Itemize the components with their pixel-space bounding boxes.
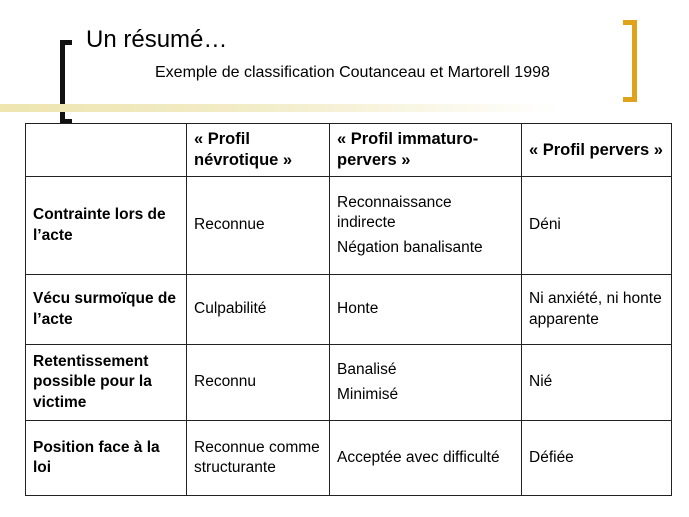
cell-line: Négation banalisante: [337, 238, 483, 256]
column-header: « Profil pervers »: [522, 124, 672, 177]
cell-line: Reconnue: [194, 216, 265, 234]
cell-line: Minimisé: [337, 385, 399, 403]
row-header: Contrainte lors de l’acte: [26, 177, 187, 275]
cell-line: Honte: [337, 300, 379, 318]
row-header: Vécu surmoïque de l’acte: [26, 275, 187, 345]
cell-line: Banalisé: [337, 361, 397, 379]
cell-line: Ni anxiété, ni honte apparente: [529, 290, 662, 328]
column-header: « Profil névrotique »: [187, 124, 330, 177]
cell-line: Nié: [529, 373, 553, 391]
cell-line: Culpabilité: [194, 300, 267, 318]
cell-line: Reconnaissance indirecte: [337, 194, 452, 232]
table-row: [26, 345, 672, 421]
cell-line: Acceptée avec difficulté: [337, 448, 500, 466]
right-bracket-decoration: [623, 20, 637, 102]
row-header: Position face à la loi: [26, 421, 187, 496]
table-cell: [522, 421, 672, 496]
table-cell: [187, 421, 330, 496]
cell-line: Reconnu: [194, 373, 257, 391]
table-cell: [330, 421, 522, 496]
table-cell: [330, 345, 522, 421]
table-cell: [522, 177, 672, 275]
table-cell: [187, 275, 330, 345]
corner-cell: [26, 124, 187, 177]
table-cell: [330, 177, 522, 275]
table-cell: [187, 177, 330, 275]
classification-table: [25, 123, 672, 496]
table-row: [26, 177, 672, 275]
cell-line: Déni: [529, 216, 561, 234]
table-cell: [187, 345, 330, 421]
table-cell: [330, 275, 522, 345]
cell-line: Défiée: [529, 448, 574, 466]
table-cell: [522, 345, 672, 421]
slide-subtitle: Exemple de classification Coutanceau et Martorell 1998: [155, 64, 550, 81]
header-rule: [0, 104, 560, 112]
table-cell: [522, 275, 672, 345]
header-row: [26, 124, 672, 177]
row-header: Retentissement possible pour la victime: [26, 345, 187, 421]
table-row: [26, 421, 672, 496]
table-row: [26, 275, 672, 345]
cell-line: Reconnue comme structurante: [194, 438, 320, 476]
column-header: « Profil immaturo-pervers »: [330, 124, 522, 177]
slide-title: Un résumé…: [86, 26, 228, 53]
